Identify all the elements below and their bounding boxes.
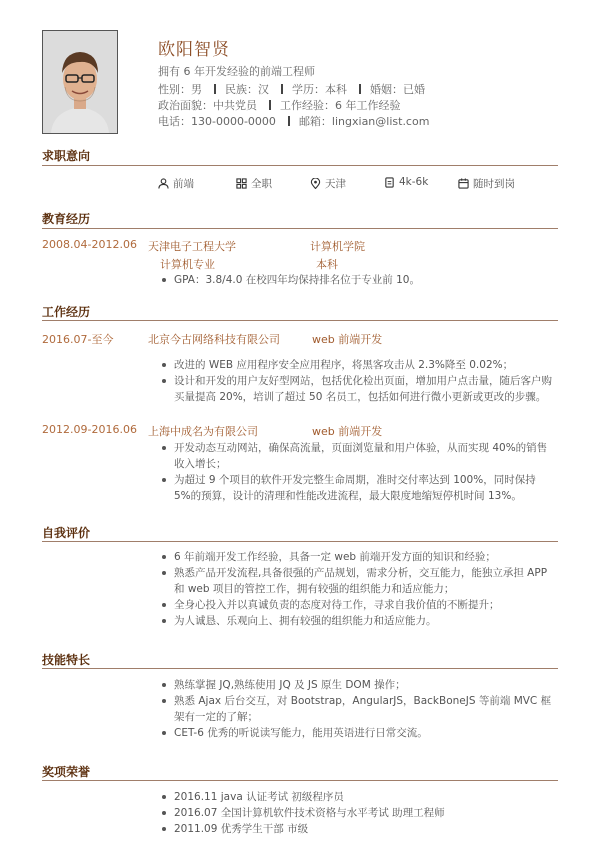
job-date: 2016.07-至今 (42, 333, 114, 346)
education-field: 学历：本科 (292, 83, 347, 96)
profile-info-row-3 (158, 113, 429, 129)
intent-availability-label: 随时到岗 (473, 178, 515, 190)
awards-list (160, 789, 555, 837)
section-divider (42, 228, 558, 229)
list-item: 为人诚恳、乐观向上、拥有较强的组织能力和适应能力。 (160, 613, 555, 629)
list-item: 熟悉 Ajax 后台交互，对 Bootstrap，AngularJS，BackBoneJS 等前端 MVC 框架有一定的了解； (160, 693, 555, 725)
phone-field: 电话：130-0000-0000 (158, 115, 276, 128)
intent-type-label: 全职 (251, 178, 272, 190)
self-eval-list (160, 549, 555, 629)
section-divider (42, 668, 558, 669)
avatar-portrait (43, 31, 117, 133)
wallet-icon (384, 177, 395, 188)
education-date: 2008.04-2012.06 (42, 238, 137, 251)
profile-subtitle: 拥有 6 年开发经验的前端工程师 (158, 65, 315, 78)
list-item: 2016.11 java 认证考试 初级程序员 (160, 789, 555, 805)
list-item: GPA：3.8/4.0 在校四年均保持排名位于专业前 10。 (160, 272, 555, 288)
intent-city-label: 天津 (325, 178, 346, 190)
profile-info-row-1 (158, 81, 425, 97)
intent-type (236, 176, 272, 191)
job-date: 2012.09-2016.06 (42, 423, 137, 436)
list-item: 熟练掌握 JQ,熟练使用 JQ 及 JS 原生 DOM 操作； (160, 677, 555, 693)
experience-field: 工作经验：6 年工作经验 (280, 99, 401, 112)
politics-field: 政治面貌：中共党员 (158, 99, 257, 112)
section-title-awards: 奖项荣誉 (42, 765, 91, 779)
marital-field: 婚姻：已婚 (370, 83, 425, 96)
profile-name: 欧阳智贤 (158, 40, 230, 60)
list-item: 2016.07 全国计算机软件技术资格与水平考试 助理工程师 (160, 805, 555, 821)
calendar-icon (458, 178, 469, 189)
list-item: 设计和开发的用户友好型网站，包括优化检出页面，增加用户点击量，随后客户购买量提高 20%，培训了超过 50 名员工，包括如何进行微小更新或更改的步骤。 (160, 373, 555, 405)
list-item: 2011.09 优秀学生干部 市级 (160, 821, 555, 837)
profile-photo (42, 30, 118, 134)
education-degree: 本科 (316, 258, 338, 271)
section-divider (42, 165, 558, 166)
intent-salary (384, 176, 428, 188)
list-item: 熟悉产品开发流程,具备很强的产品规划，需求分析，交互能力，能独立承担 APP 和 web 项目的管控工作，拥有较强的组织能力和适应能力； (160, 565, 555, 597)
section-divider (42, 320, 558, 321)
section-divider (42, 541, 558, 542)
location-pin-icon (310, 178, 321, 189)
intent-salary-label: 4k-6k (399, 176, 429, 188)
job-company: 上海中成名为有限公司 (148, 425, 258, 438)
email-field: 邮箱：lingxian@list.com (298, 115, 430, 128)
ethnicity-field: 民族：汉 (225, 83, 269, 96)
section-title-self-eval: 自我评价 (42, 526, 91, 540)
skills-list (160, 677, 555, 741)
grid-icon (236, 178, 247, 189)
section-title-education: 教育经历 (42, 212, 91, 226)
list-item: 全身心投入并以真诚负责的态度对待工作，寻求自我价值的不断提升； (160, 597, 555, 613)
job-details (160, 440, 555, 504)
job-role: web 前端开发 (312, 333, 383, 346)
list-item: 6 年前端开发工作经验，具备一定 web 前端开发方面的知识和经验； (160, 549, 555, 565)
section-divider (42, 780, 558, 781)
education-school: 天津电子工程大学 (148, 240, 236, 253)
section-title-skills: 技能特长 (42, 653, 91, 667)
section-title-intent: 求职意向 (42, 149, 91, 163)
job-role: web 前端开发 (312, 425, 383, 438)
list-item: 开发动态互动网站，确保高流量，页面浏览量和用户体验，从而实现 40%的销售收入增长； (160, 440, 555, 472)
gender-field: 性别：男 (158, 83, 202, 96)
intent-position (158, 176, 194, 191)
education-college: 计算机学院 (310, 240, 365, 253)
person-icon (158, 178, 169, 189)
education-details (160, 272, 555, 288)
list-item: 为超过 9 个项目的软件开发完整生命周期，准时交付率达到 100%，同时保持 5%的预算，设计的清理和性能改进流程，最大限度地缩短停机时间 13%。 (160, 472, 555, 504)
job-details (160, 357, 555, 405)
intent-city (310, 176, 346, 191)
intent-position-label: 前端 (173, 178, 194, 190)
education-major: 计算机专业 (160, 258, 215, 271)
intent-availability (458, 176, 515, 191)
list-item: CET-6 优秀的听说读写能力，能用英语进行日常交流。 (160, 725, 555, 741)
job-company: 北京今古网络科技有限公司 (148, 333, 280, 346)
list-item: 改进的 WEB 应用程序安全应用程序，将黑客攻击从 2.3%降至 0.02%； (160, 357, 555, 373)
profile-info-row-2 (158, 97, 401, 113)
section-title-work: 工作经历 (42, 305, 91, 319)
